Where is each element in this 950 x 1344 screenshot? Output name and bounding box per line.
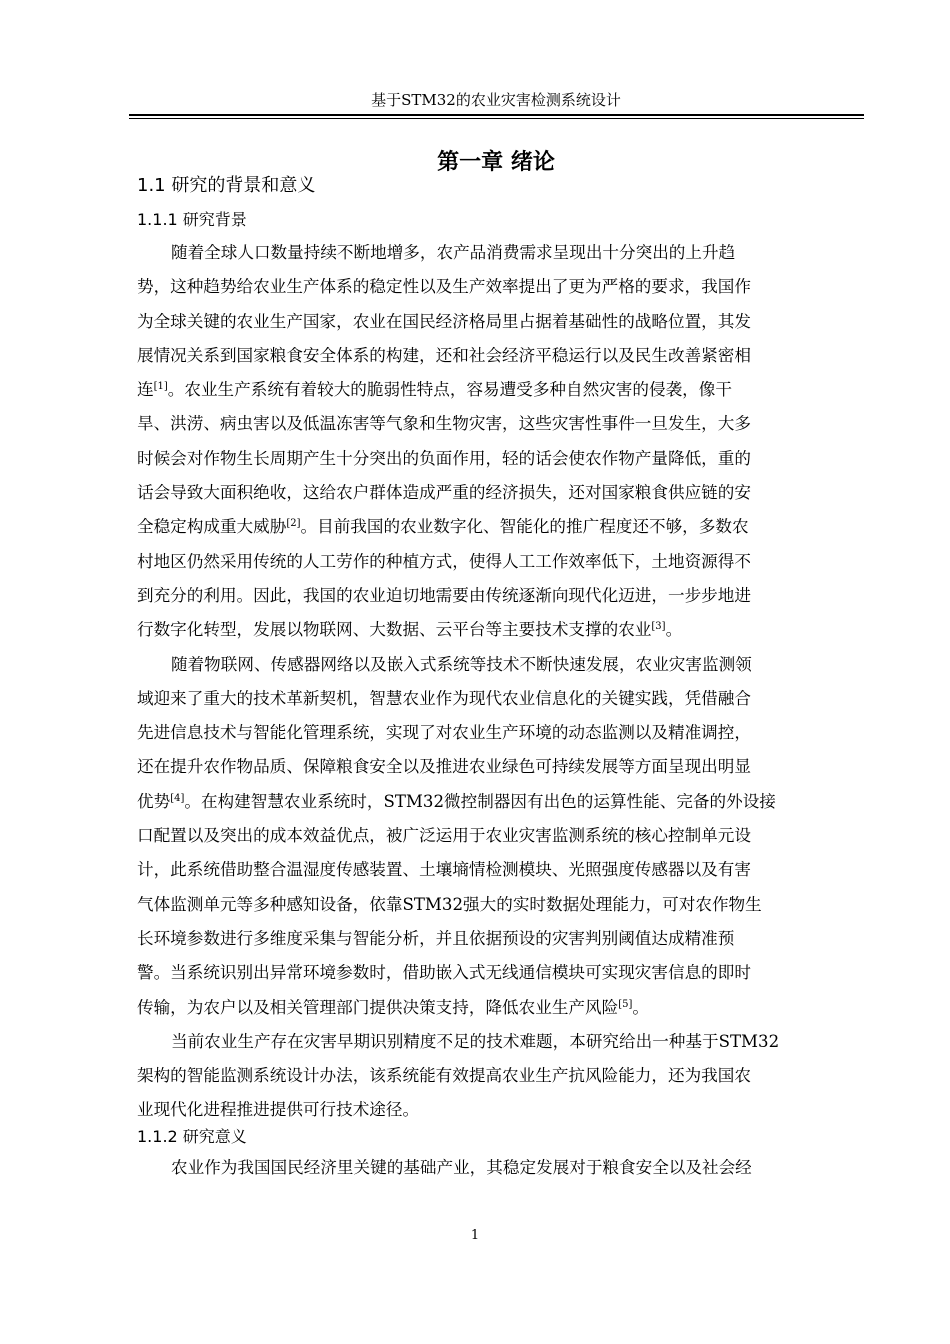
text-line: 随着物联网、传感器网络以及嵌入式系统等技术不断快速发展，农业灾害监测领 <box>171 654 752 674</box>
citation[interactable]: [2] <box>286 518 301 530</box>
text-line: 架构的智能监测系统设计办法，该系统能有效提高农业生产抗风险能力，还为我国农 <box>137 1066 751 1086</box>
citation[interactable]: [5] <box>618 998 633 1010</box>
text-line: 旱、洪涝、病虫害以及低温冻害等气象和生物灾害，这些灾害性事件一旦发生，大多 <box>137 414 751 434</box>
section-heading-1-1: 1.1 研究的背景和意义 <box>137 175 316 196</box>
text-line: 村地区仍然采用传统的人工劳作的种植方式，使得人工工作效率低下，土地资源得不 <box>137 551 751 571</box>
text-line: 连[1]。农业生产系统有着较大的脆弱性特点，容易遭受多种自然灾害的侵袭，像干 <box>137 380 732 400</box>
text-line: 计，此系统借助整合温湿度传感装置、土壤墒情检测模块、光照强度传感器以及有害 <box>137 860 751 880</box>
section-heading-1-1-2: 1.1.2 研究意义 <box>137 1127 247 1146</box>
text-line: 话会导致大面积绝收，这给农户群体造成严重的经济损失，还对国家粮食供应链的安 <box>137 483 751 503</box>
page-number: 1 <box>470 1228 480 1243</box>
text-line: 势，这种趋势给农业生产体系的稳定性以及生产效率提出了更为严格的要求，我国作 <box>137 277 751 297</box>
text-line: 随着全球人口数量持续不断地增多，农产品消费需求呈现出十分突出的上升趋 <box>171 243 736 262</box>
text-line: 当前农业生产存在灾害早期识别精度不足的技术难题，本研究给出一种基于STM32 <box>171 1031 780 1051</box>
chapter-title: 第一章 绪论 <box>437 150 555 175</box>
text-line: 优势[4]。在构建智慧农业系统时，STM32微控制器因有出色的运算性能、完备的外设接 <box>137 791 776 811</box>
text-line: 行数字化转型，发展以物联网、大数据、云平台等主要技术支撑的农业[3]。 <box>137 620 683 640</box>
text-line: 全稳定构成重大威胁[2]。目前我国的农业数字化、智能化的推广程度还不够，多数农 <box>137 517 749 537</box>
citation[interactable]: [1] <box>153 381 168 393</box>
text-line: 农业作为我国国民经济里关键的基础产业，其稳定发展对于粮食安全以及社会经 <box>171 1158 752 1177</box>
citation[interactable]: [3] <box>651 621 666 633</box>
section-heading-1-1-1: 1.1.1 研究背景 <box>137 210 247 229</box>
text-line: 还在提升农作物品质、保障粮食安全以及推进农业绿色可持续发展等方面呈现出明显 <box>137 757 751 777</box>
text-line: 警。当系统识别出异常环境参数时，借助嵌入式无线通信模块可实现灾害信息的即时 <box>137 963 751 983</box>
text-line: 域迎来了重大的技术革新契机，智慧农业作为现代农业信息化的关键实践，凭借融合 <box>137 688 751 708</box>
paragraph-background-1 <box>137 236 861 1128</box>
header-rule <box>129 114 864 119</box>
text-line: 展情况关系到国家粮食安全体系的构建，还和社会经济平稳运行以及民生改善紧密相 <box>137 345 751 365</box>
text-line: 长环境参数进行多维度采集与智能分析，并且依据预设的灾害判别阈值达成精准预 <box>137 928 735 948</box>
text-line: 业现代化进程推进提供可行技术途径。 <box>137 1100 420 1120</box>
text-line: 气体监测单元等多种感知设备，依靠STM32强大的实时数据处理能力，可对农作物生 <box>137 894 762 914</box>
citation[interactable]: [4] <box>170 792 185 804</box>
text-line: 口配置以及突出的成本效益优点，被广泛运用于农业灾害监测系统的核心控制单元设 <box>137 826 751 846</box>
text-line: 先进信息技术与智能化管理系统，实现了对农业生产环境的动态监测以及精准调控， <box>137 723 751 743</box>
text-line: 到充分的利用。因此，我国的农业迫切地需要由传统逐渐向现代化迈进，一步步地进 <box>137 585 751 605</box>
text-line: 传输，为农户以及相关管理部门提供决策支持，降低农业生产风险[5]。 <box>137 997 649 1017</box>
text-line: 时候会对作物生长周期产生十分突出的负面作用，轻的话会使农作物产量降低，重的 <box>137 448 751 468</box>
text-line: 为全球关键的农业生产国家，农业在国民经济格局里占据着基础性的战略位置，其发 <box>137 311 751 331</box>
paragraph-significance <box>137 1151 861 1185</box>
running-header: 基于STM32的农业灾害检测系统设计 <box>371 91 621 109</box>
